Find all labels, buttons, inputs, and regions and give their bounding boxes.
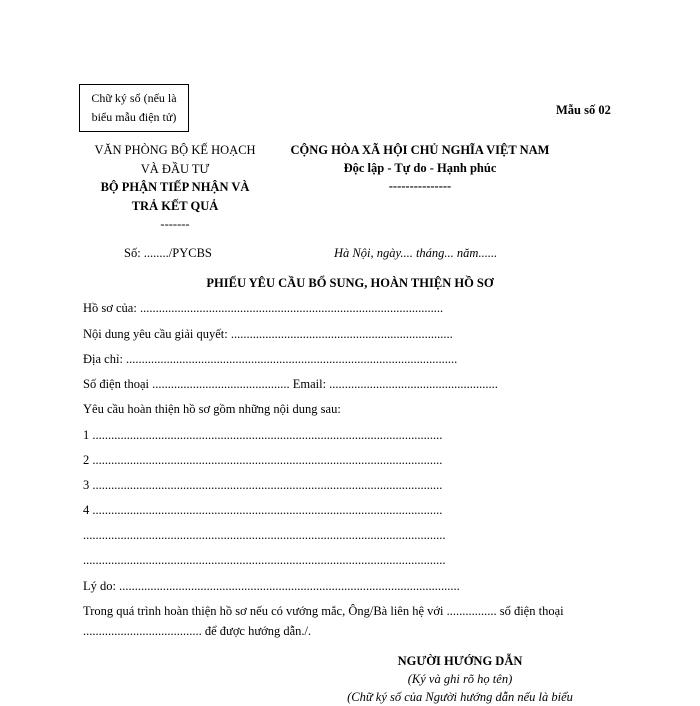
- nation-motto: Độc lập - Tự do - Hạnh phúc: [343, 161, 497, 175]
- requirement-blank-2: ....................................................................................................................: [83, 553, 446, 567]
- requirement-4: 4 ................................................................................................................: [83, 503, 443, 517]
- national-header: [270, 141, 570, 195]
- signature-box-line2: biểu mẫu điện tử): [91, 110, 177, 124]
- place-date: Hà Nội, ngày.... tháng... năm......: [334, 246, 498, 260]
- signature-box: [79, 84, 189, 132]
- nation-name: CỘNG HÒA XÃ HỘI CHỦ NGHĨA VIỆT NAM: [290, 143, 550, 157]
- form-title: PHIẾU YÊU CẦU BỔ SUNG, HOÀN THIỆN HỒ SƠ: [206, 276, 494, 290]
- signer-title: NGƯỜI HƯỚNG DẪN: [397, 654, 523, 668]
- field-reason: Lý do: .............................................................................................................: [83, 579, 460, 593]
- agency-header: [70, 141, 280, 234]
- form-code: Mẫu số 02: [556, 103, 611, 117]
- agency-line4: TRẢ KẾT QUẢ: [131, 198, 219, 213]
- signer-note: (Ký và ghi rõ họ tên): [407, 672, 513, 686]
- agency-line3: BỘ PHẬN TIẾP NHẬN VÀ: [100, 180, 250, 194]
- field-phone-email: Số điện thoại ............................................ Email: ......................................................: [83, 377, 498, 391]
- closing-paragraph: Trong quá trình hoàn thiện hồ sơ nếu có vướng mắc, Ông/Bà liên hệ với ................ số điện thoại ...................................... để được hướng dẫn./.: [83, 604, 564, 638]
- nation-separator: ---------------: [388, 179, 452, 193]
- agency-line2: VÀ ĐẦU TƯ: [140, 161, 210, 176]
- signer-note-2: (Chữ ký số của Người hướng dẫn nếu là biểu: [347, 690, 573, 704]
- requirement-3: 3 ................................................................................................................: [83, 478, 443, 492]
- requirement-2: 2 ................................................................................................................: [83, 453, 443, 467]
- field-applicant: Hồ sơ của: .................................................................................................: [83, 301, 444, 315]
- field-address: Địa chỉ: ..........................................................................................................: [83, 352, 458, 366]
- requirement-1: 1 ................................................................................................................: [83, 428, 443, 442]
- requirements-heading: Yêu cầu hoàn thiện hồ sơ gồm những nội dung sau:: [83, 402, 341, 416]
- signature-box-line1: Chữ ký số (nếu là: [91, 91, 177, 105]
- field-request-content: Nội dung yêu cầu giải quyết: .......................................................................: [83, 327, 453, 341]
- signer-block: [330, 652, 590, 706]
- requirement-blank-1: ....................................................................................................................: [83, 528, 446, 542]
- document-number: Số: ......../PYCBS: [124, 246, 212, 260]
- agency-line1: VĂN PHÒNG BỘ KẾ HOẠCH: [94, 143, 256, 157]
- agency-separator: -------: [160, 217, 190, 231]
